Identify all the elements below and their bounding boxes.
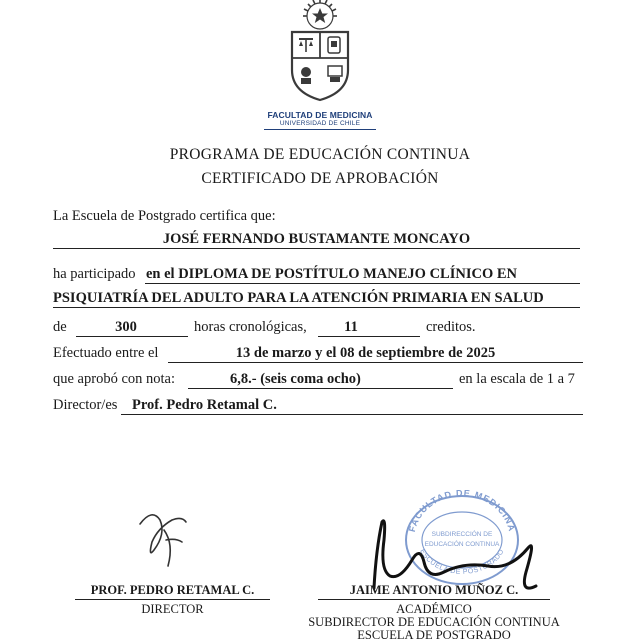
program-heading: PROGRAMA DE EDUCACIÓN CONTINUA: [169, 146, 471, 163]
stamp-bottom-text: ESCUELA DE POSTGRADO: [418, 548, 506, 576]
signature-right-role-2: SUBDIRECTOR DE EDUCACIÓN CONTINUA: [308, 615, 560, 629]
university-name: UNIVERSIDAD DE CHILE: [279, 120, 361, 127]
signature-left-line: [75, 599, 270, 600]
dates-underline: [168, 362, 583, 363]
star-emblem: [303, 0, 337, 29]
faculty-block: [250, 110, 390, 130]
dates-value: 13 de marzo y el 08 de septiembre de 2025: [235, 345, 496, 361]
grade-label: que aprobó con nota:: [53, 371, 176, 387]
program-name-line-1: en el DIPLOMA DE POSTÍTULO MANEJO CLÍNICO EN: [146, 266, 517, 282]
student-name: JOSÉ FERNANDO BUSTAMANTE MONCAYO: [162, 231, 471, 247]
credits-value: 11: [344, 319, 358, 335]
signature-right-line: [318, 599, 550, 600]
crest-icon: [270, 0, 370, 112]
signature-left-name: PROF. PEDRO RETAMAL C.: [90, 583, 255, 597]
director-label: Director/es: [53, 397, 118, 413]
program-name-line-2: PSIQUIATRÍA DEL ADULTO PARA LA ATENCIÓN PRIMARIA EN SALUD: [53, 290, 544, 306]
signature-right-role-1: ACADÉMICO: [396, 602, 472, 616]
participated-label: ha participado: [53, 266, 136, 282]
grade-value: 6,8.- (seis coma ocho): [230, 371, 361, 387]
program-underline-2: [53, 307, 580, 308]
director-value: Prof. Pedro Retamal C.: [132, 397, 277, 413]
hours-value: 300: [115, 319, 137, 335]
signature-left-drawing: [130, 500, 210, 580]
stamp-inner-line-1: SUBDIRECCIÓN DE: [431, 531, 493, 538]
credits-label: creditos.: [426, 319, 476, 335]
certificate-heading: CERTIFICADO DE APROBACIÓN: [201, 170, 439, 187]
stamp-outer-text: FACULTAD DE MEDICINA: [406, 490, 518, 534]
faculty-name: FACULTAD DE MEDICINA: [267, 110, 373, 120]
hours-label: horas cronológicas,: [194, 319, 307, 335]
dates-label: Efectuado entre el: [53, 345, 159, 361]
signature-right-role-3: ESCUELA DE POSTGRADO: [357, 628, 511, 642]
de-label: de: [53, 319, 67, 335]
stamp-inner-line-2: EDUCACIÓN CONTINUA: [424, 541, 500, 548]
intro-text: La Escuela de Postgrado certifica que:: [53, 208, 276, 224]
credits-underline: [318, 336, 420, 337]
name-underline: [53, 248, 580, 249]
program-underline-1: [145, 283, 580, 284]
faculty-underline: [264, 129, 376, 130]
signature-right-name: JAIME ANTONIO MUÑOZ C.: [349, 583, 519, 597]
hours-underline: [76, 336, 188, 337]
director-underline: [121, 414, 583, 415]
scale-label: en la escala de 1 a 7: [459, 371, 575, 387]
grade-underline: [188, 388, 453, 389]
signature-left-role: DIRECTOR: [141, 602, 204, 616]
